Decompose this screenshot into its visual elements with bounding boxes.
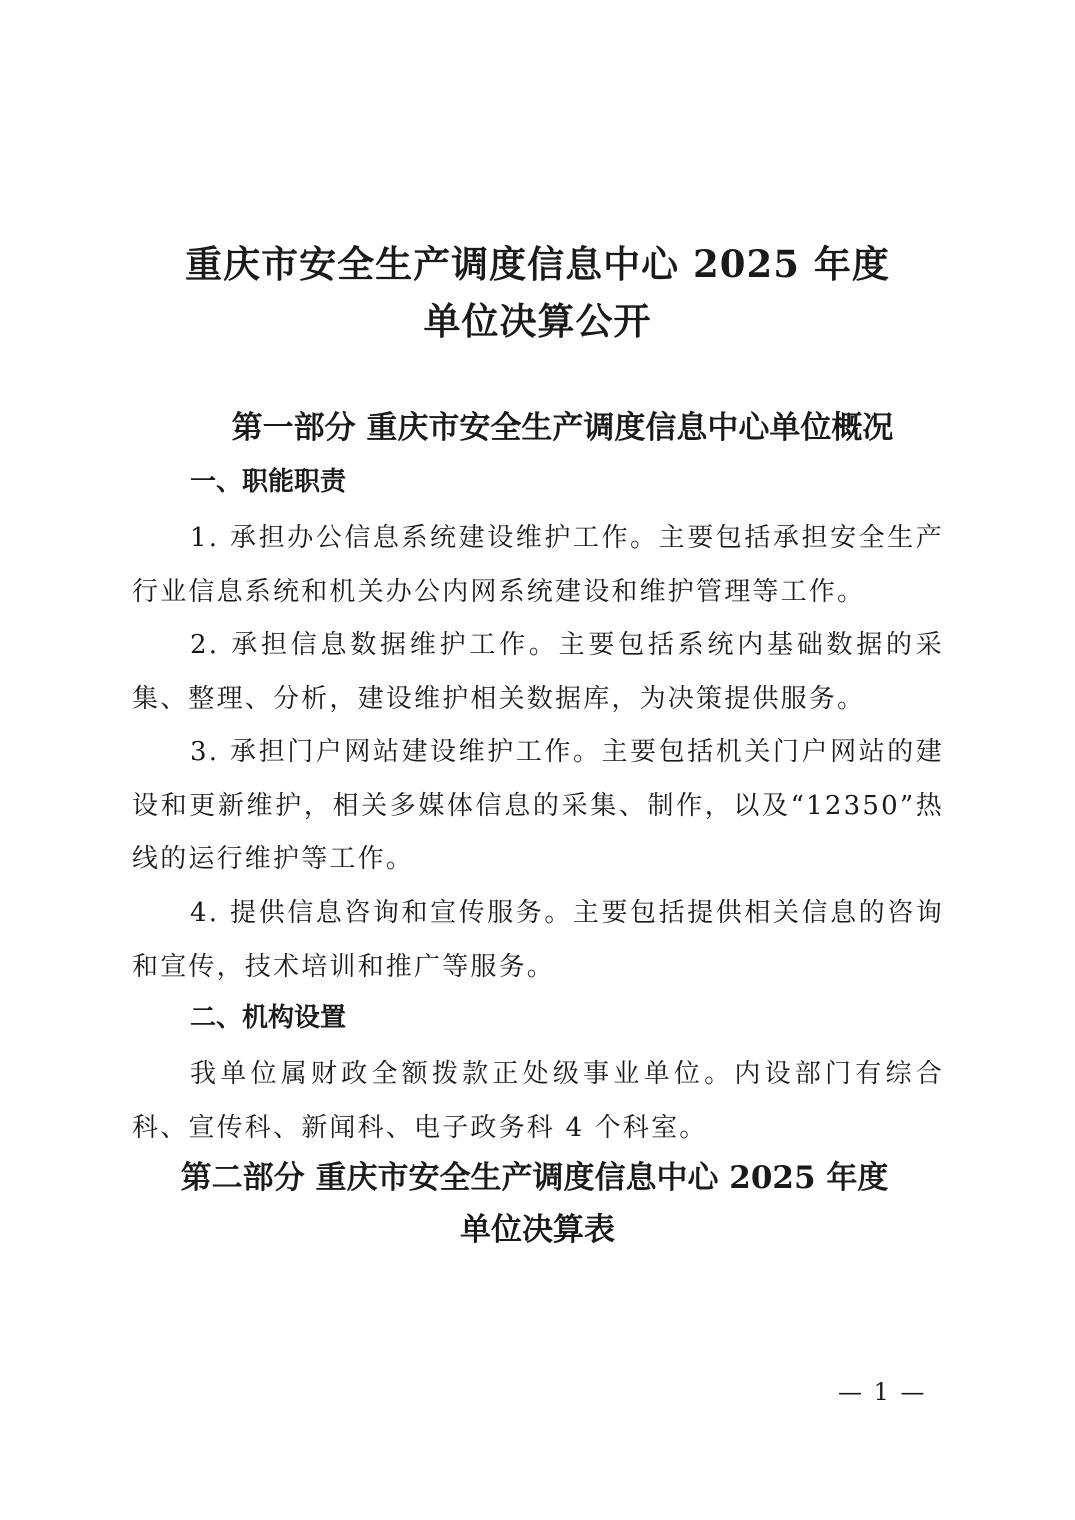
function-item-2: 2. 承担信息数据维护工作。主要包括系统内基础数据的采集、整理、分析，建设维护相关数据库，为决策提供服务。: [132, 630, 944, 714]
function-item-3: 3. 承担门户网站建设维护工作。主要包括机关门户网站的建设和更新维护，相关多媒体信息的采集、制作，以及“12350”热线的运行维护等工作。: [132, 737, 944, 874]
page-number: — 1 —: [838, 1378, 927, 1406]
organization-paragraph: 我单位属财政全额拨款正处级事业单位。内设部门有综合科、宣传科、新闻科、电子政务科 4 个科室。: [132, 1059, 944, 1143]
section-functions-heading: 一、职能职责: [190, 467, 347, 497]
document-title-line-2: 单位决算公开: [423, 299, 652, 343]
function-item-4: 4. 提供信息咨询和宣传服务。主要包括提供相关信息的咨询和宣传，技术培训和推广等服务。: [132, 898, 944, 982]
document-title-line-1: 重庆市安全生产调度信息中心 2025 年度: [185, 242, 890, 286]
part-one-heading: 第一部分 重庆市安全生产调度信息中心单位概况: [231, 410, 894, 446]
part-two-heading-line-2: 单位决算表: [460, 1212, 615, 1248]
section-organization-heading: 二、机构设置: [190, 1003, 347, 1033]
function-item-1: 1. 承担办公信息系统建设维护工作。主要包括承担安全生产行业信息系统和机关办公内网系统建设和维护管理等工作。: [132, 523, 944, 607]
part-two-heading-line-1: 第二部分 重庆市安全生产调度信息中心 2025 年度: [180, 1160, 889, 1196]
